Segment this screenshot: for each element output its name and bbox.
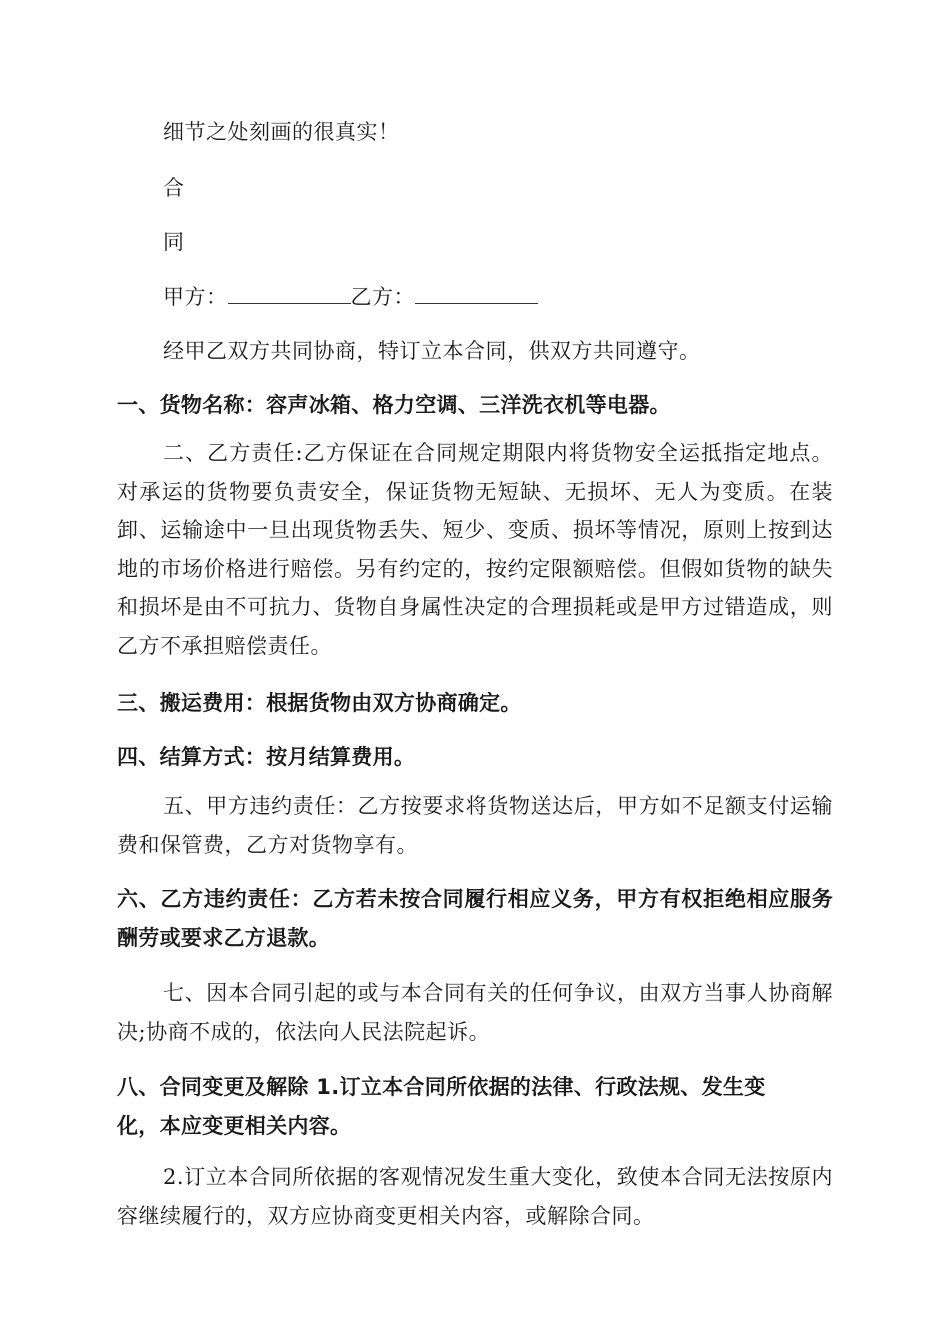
clause-1: 一、货物名称：容声冰箱、格力空调、三洋洗衣机等电器。 (117, 393, 671, 417)
party-a-blank (228, 285, 351, 304)
title-char-2: 同 (163, 230, 185, 254)
clause-5: 五、甲方违约责任：乙方按要求将货物送达后，甲方如不足额支付运输费和保管费，乙方对货物享有。 (117, 794, 833, 857)
clause-6: 六、乙方违约责任：乙方若未按合同履行相应义务，甲方有权拒绝相应服务酬劳或要求乙方退款。 (117, 887, 833, 950)
clause-4: 四、结算方式：按月结算费用。 (117, 745, 416, 769)
opening-line: 细节之处刻画的很真实！ (163, 120, 400, 144)
clause-8-line-1: 八、合同变更及解除 1.订立本合同所依据的法律、行政法规、发生变 (117, 1075, 766, 1099)
clause-2: 二、乙方责任:乙方保证在合同规定期限内将货物安全运抵指定地点。对承运的货物要负责安全，保证货物无短缺、无损坏、无人为变质。在装卸、运输途中一旦出现货物丢失、短少、变质、损坏等情况，原则上按到达地的市场价格进行赔偿。另有约定的，按约定限额赔偿。但假如货物的缺失和损坏是由不可抗力、货物自身属性决定的合理损耗或是甲方过错造成，则乙方不承担赔偿责任。 (117, 441, 833, 658)
clause-8-line-2: 化，本应变更相关内容。 (117, 1114, 352, 1138)
party-a-label: 甲方： (163, 285, 228, 309)
parties-line (163, 281, 538, 311)
intro-paragraph: 经甲乙双方共同协商，特订立本合同，供双方共同遵守。 (163, 339, 701, 363)
party-b-blank (415, 285, 538, 304)
clause-3: 三、搬运费用：根据货物由双方协商确定。 (117, 691, 522, 715)
clause-8-item-2: 2.订立本合同所依据的客观情况发生重大变化，致使本合同无法按原内容继续履行的，双方应协商变更相关内容，或解除合同。 (117, 1165, 833, 1228)
title-char-1: 合 (163, 176, 185, 200)
clause-7: 七、因本合同引起的或与本合同有关的任何争议，由双方当事人协商解决;协商不成的，依法向人民法院起诉。 (117, 981, 833, 1044)
party-b-label: 乙方： (350, 285, 415, 309)
